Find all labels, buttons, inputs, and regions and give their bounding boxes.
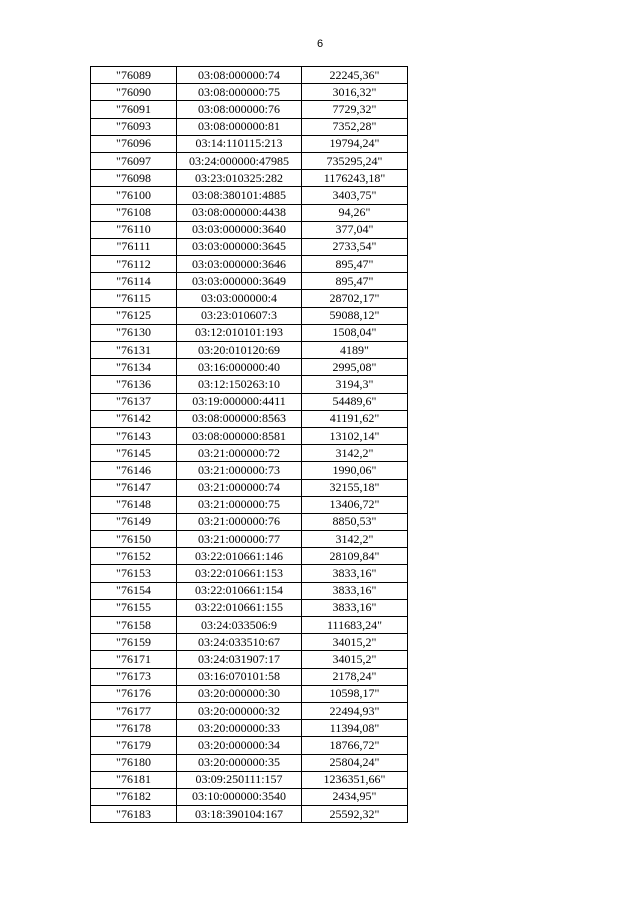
value-cell: 25804,24": [302, 754, 408, 771]
cadastral-number-cell: 03:19:000000:4411: [177, 393, 302, 410]
value-cell: 2178,24": [302, 668, 408, 685]
value-cell: 2434,95": [302, 788, 408, 805]
value-cell: 28109,84": [302, 548, 408, 565]
value-cell: 111683,24": [302, 617, 408, 634]
cadastral-number-cell: 03:20:000000:32: [177, 702, 302, 719]
table-body: [91, 67, 408, 823]
table-row: [91, 256, 408, 273]
row-id-cell: "76179: [91, 737, 177, 754]
row-id-cell: "76131: [91, 342, 177, 359]
value-cell: 25592,32": [302, 806, 408, 823]
table-row: [91, 565, 408, 582]
cadastral-number-cell: 03:03:000000:3645: [177, 238, 302, 255]
row-id-cell: "76091: [91, 101, 177, 118]
data-table: [90, 66, 408, 823]
value-cell: 3833,16": [302, 599, 408, 616]
value-cell: 3403,75": [302, 187, 408, 204]
cadastral-number-cell: 03:16:070101:58: [177, 668, 302, 685]
cadastral-number-cell: 03:21:000000:77: [177, 531, 302, 548]
value-cell: 13406,72": [302, 496, 408, 513]
cadastral-number-cell: 03:21:000000:73: [177, 462, 302, 479]
row-id-cell: "76098: [91, 170, 177, 187]
cadastral-number-cell: 03:23:010325:282: [177, 170, 302, 187]
value-cell: 3016,32": [302, 84, 408, 101]
cadastral-number-cell: 03:20:000000:34: [177, 737, 302, 754]
table-row: [91, 788, 408, 805]
value-cell: 32155,18": [302, 479, 408, 496]
table-row: [91, 754, 408, 771]
value-cell: 3833,16": [302, 582, 408, 599]
cadastral-number-cell: 03:08:000000:8563: [177, 410, 302, 427]
cadastral-number-cell: 03:22:010661:155: [177, 599, 302, 616]
cadastral-number-cell: 03:22:010661:146: [177, 548, 302, 565]
value-cell: 94,26": [302, 204, 408, 221]
value-cell: 34015,2": [302, 634, 408, 651]
value-cell: 22494,93": [302, 702, 408, 719]
cadastral-number-cell: 03:24:000000:47985: [177, 152, 302, 169]
cadastral-number-cell: 03:20:010120:69: [177, 342, 302, 359]
cadastral-number-cell: 03:20:000000:33: [177, 720, 302, 737]
table-row: [91, 204, 408, 221]
row-id-cell: "76097: [91, 152, 177, 169]
table-row: [91, 462, 408, 479]
table-row: [91, 221, 408, 238]
table-row: [91, 582, 408, 599]
cadastral-number-cell: 03:24:031907:17: [177, 651, 302, 668]
table-row: [91, 548, 408, 565]
value-cell: 1990,06": [302, 462, 408, 479]
cadastral-number-cell: 03:20:000000:35: [177, 754, 302, 771]
row-id-cell: "76100: [91, 187, 177, 204]
table-row: [91, 806, 408, 823]
cadastral-number-cell: 03:21:000000:76: [177, 513, 302, 530]
table-row: [91, 599, 408, 616]
cadastral-number-cell: 03:03:000000:3646: [177, 256, 302, 273]
row-id-cell: "76181: [91, 771, 177, 788]
cadastral-number-cell: 03:12:150263:10: [177, 376, 302, 393]
cadastral-number-cell: 03:03:000000:3640: [177, 221, 302, 238]
row-id-cell: "76115: [91, 290, 177, 307]
table-row: [91, 118, 408, 135]
cadastral-number-cell: 03:20:000000:30: [177, 685, 302, 702]
table-row: [91, 152, 408, 169]
cadastral-number-cell: 03:21:000000:72: [177, 445, 302, 462]
table-row: [91, 393, 408, 410]
cadastral-number-cell: 03:03:000000:3649: [177, 273, 302, 290]
value-cell: 3194,3": [302, 376, 408, 393]
row-id-cell: "76173: [91, 668, 177, 685]
cadastral-number-cell: 03:08:000000:74: [177, 67, 302, 84]
cadastral-number-cell: 03:08:380101:4885: [177, 187, 302, 204]
page-number: 6: [316, 38, 324, 50]
row-id-cell: "76171: [91, 651, 177, 668]
cadastral-number-cell: 03:21:000000:74: [177, 479, 302, 496]
table-row: [91, 324, 408, 341]
value-cell: 28702,17": [302, 290, 408, 307]
cadastral-number-cell: 03:10:000000:3540: [177, 788, 302, 805]
row-id-cell: "76093: [91, 118, 177, 135]
table-row: [91, 342, 408, 359]
table-row: [91, 479, 408, 496]
table-row: [91, 290, 408, 307]
table-row: [91, 238, 408, 255]
cadastral-number-cell: 03:03:000000:4: [177, 290, 302, 307]
table-row: [91, 359, 408, 376]
value-cell: 59088,12": [302, 307, 408, 324]
table-row: [91, 410, 408, 427]
cadastral-number-cell: 03:12:010101:193: [177, 324, 302, 341]
value-cell: 13102,14": [302, 427, 408, 444]
row-id-cell: "76180: [91, 754, 177, 771]
table-row: [91, 634, 408, 651]
table-row: [91, 702, 408, 719]
table-row: [91, 617, 408, 634]
row-id-cell: "76182: [91, 788, 177, 805]
row-id-cell: "76149: [91, 513, 177, 530]
value-cell: 3833,16": [302, 565, 408, 582]
row-id-cell: "76136: [91, 376, 177, 393]
cadastral-number-cell: 03:21:000000:75: [177, 496, 302, 513]
value-cell: 11394,08": [302, 720, 408, 737]
value-cell: 4189": [302, 342, 408, 359]
value-cell: 2995,08": [302, 359, 408, 376]
table-row: [91, 273, 408, 290]
cadastral-number-cell: 03:24:033510:67: [177, 634, 302, 651]
value-cell: 1236351,66": [302, 771, 408, 788]
cadastral-number-cell: 03:08:000000:8581: [177, 427, 302, 444]
cadastral-number-cell: 03:08:000000:4438: [177, 204, 302, 221]
value-cell: 735295,24": [302, 152, 408, 169]
row-id-cell: "76114: [91, 273, 177, 290]
table-row: [91, 720, 408, 737]
table-row: [91, 771, 408, 788]
cadastral-number-cell: 03:18:390104:167: [177, 806, 302, 823]
row-id-cell: "76177: [91, 702, 177, 719]
value-cell: 7729,32": [302, 101, 408, 118]
cadastral-number-cell: 03:09:250111:157: [177, 771, 302, 788]
value-cell: 1176243,18": [302, 170, 408, 187]
row-id-cell: "76143: [91, 427, 177, 444]
table-row: [91, 187, 408, 204]
value-cell: 54489,6": [302, 393, 408, 410]
row-id-cell: "76125: [91, 307, 177, 324]
row-id-cell: "76137: [91, 393, 177, 410]
row-id-cell: "76148: [91, 496, 177, 513]
table-row: [91, 84, 408, 101]
cadastral-number-cell: 03:23:010607:3: [177, 307, 302, 324]
row-id-cell: "76130: [91, 324, 177, 341]
value-cell: 8850,53": [302, 513, 408, 530]
row-id-cell: "76147: [91, 479, 177, 496]
row-id-cell: "76108: [91, 204, 177, 221]
table-row: [91, 67, 408, 84]
value-cell: 377,04": [302, 221, 408, 238]
cadastral-number-cell: 03:22:010661:154: [177, 582, 302, 599]
value-cell: 895,47": [302, 273, 408, 290]
row-id-cell: "76159: [91, 634, 177, 651]
table-row: [91, 513, 408, 530]
cadastral-number-cell: 03:24:033506:9: [177, 617, 302, 634]
table-row: [91, 135, 408, 152]
value-cell: 3142,2": [302, 445, 408, 462]
row-id-cell: "76183: [91, 806, 177, 823]
value-cell: 7352,28": [302, 118, 408, 135]
table-row: [91, 531, 408, 548]
cadastral-number-cell: 03:16:000000:40: [177, 359, 302, 376]
table-row: [91, 307, 408, 324]
row-id-cell: "76096: [91, 135, 177, 152]
row-id-cell: "76154: [91, 582, 177, 599]
row-id-cell: "76110: [91, 221, 177, 238]
row-id-cell: "76153: [91, 565, 177, 582]
cadastral-number-cell: 03:14:110115:213: [177, 135, 302, 152]
cadastral-number-cell: 03:22:010661:153: [177, 565, 302, 582]
value-cell: 41191,62": [302, 410, 408, 427]
table-row: [91, 737, 408, 754]
row-id-cell: "76134: [91, 359, 177, 376]
row-id-cell: "76089: [91, 67, 177, 84]
value-cell: 2733,54": [302, 238, 408, 255]
value-cell: 1508,04": [302, 324, 408, 341]
row-id-cell: "76112: [91, 256, 177, 273]
row-id-cell: "76158: [91, 617, 177, 634]
row-id-cell: "76155: [91, 599, 177, 616]
value-cell: 34015,2": [302, 651, 408, 668]
value-cell: 895,47": [302, 256, 408, 273]
table-row: [91, 376, 408, 393]
cadastral-number-cell: 03:08:000000:81: [177, 118, 302, 135]
cadastral-number-cell: 03:08:000000:76: [177, 101, 302, 118]
cadastral-number-cell: 03:08:000000:75: [177, 84, 302, 101]
table-row: [91, 445, 408, 462]
table-row: [91, 170, 408, 187]
row-id-cell: "76142: [91, 410, 177, 427]
value-cell: 18766,72": [302, 737, 408, 754]
row-id-cell: "76178: [91, 720, 177, 737]
row-id-cell: "76111: [91, 238, 177, 255]
row-id-cell: "76176: [91, 685, 177, 702]
table-row: [91, 496, 408, 513]
value-cell: 3142,2": [302, 531, 408, 548]
value-cell: 10598,17": [302, 685, 408, 702]
value-cell: 22245,36": [302, 67, 408, 84]
table-row: [91, 427, 408, 444]
table-row: [91, 651, 408, 668]
row-id-cell: "76150: [91, 531, 177, 548]
value-cell: 19794,24": [302, 135, 408, 152]
table-row: [91, 101, 408, 118]
table-row: [91, 668, 408, 685]
row-id-cell: "76146: [91, 462, 177, 479]
table-row: [91, 685, 408, 702]
row-id-cell: "76145: [91, 445, 177, 462]
row-id-cell: "76090: [91, 84, 177, 101]
row-id-cell: "76152: [91, 548, 177, 565]
